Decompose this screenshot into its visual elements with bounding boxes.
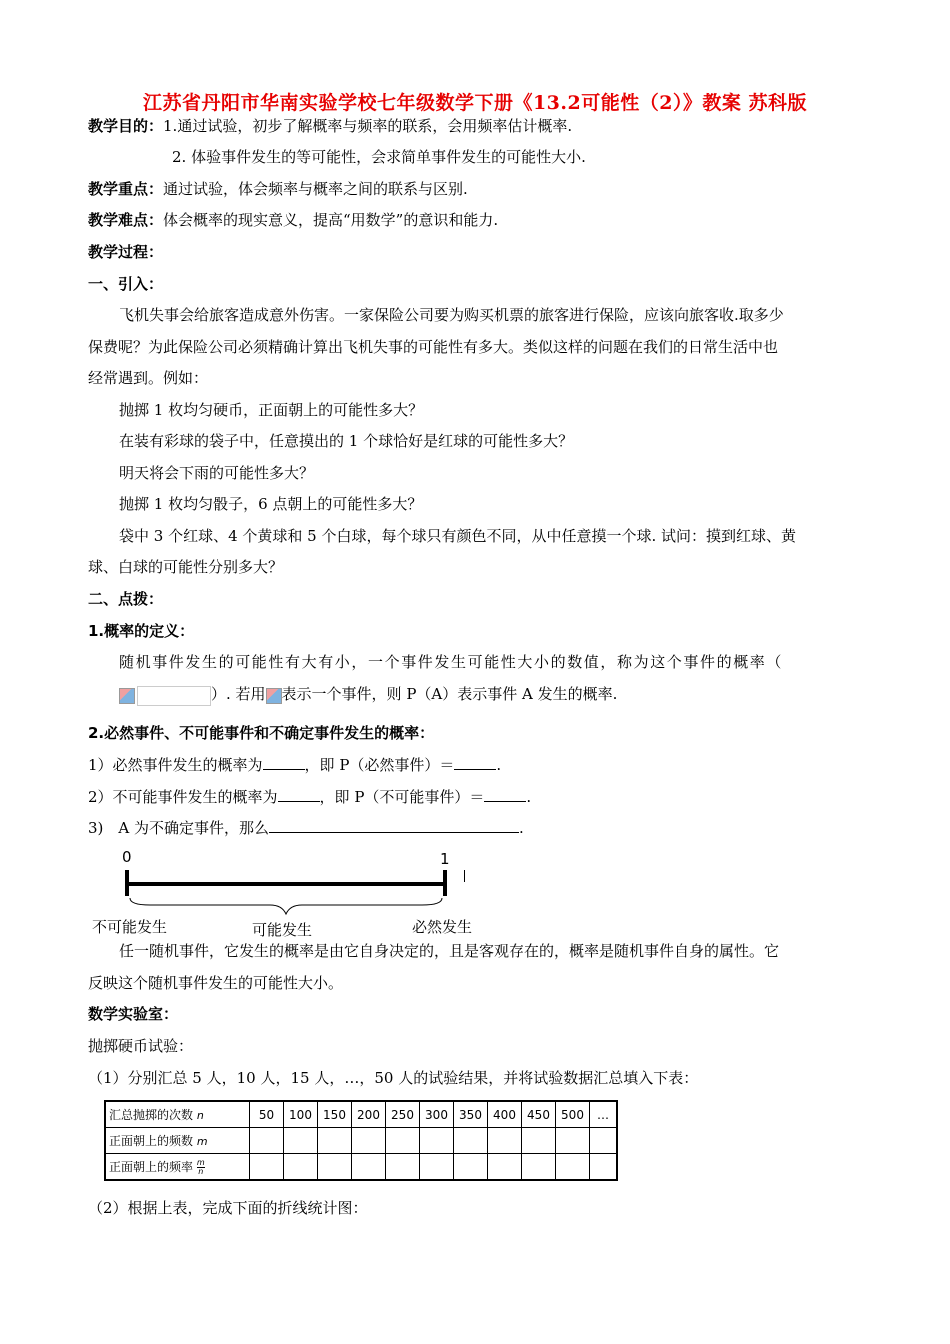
coin-toss-table <box>104 1100 618 1181</box>
table-cell[interactable] <box>284 1128 318 1154</box>
intro-paragraph-line3: 经常遇到。例如： <box>88 369 209 387</box>
objectives-line1 <box>88 116 572 136</box>
number-line-one: 1 <box>440 850 450 868</box>
lab-step-1: （1）分别汇总 5 人，10 人，15 人，…，50 人的试验结果，并将试验数据汇总填入下表： <box>88 1069 699 1087</box>
table-cell: 450 <box>522 1101 556 1128</box>
difficulty-text: 体会概率的现实意义，提高“用数学”的意识和能力. <box>163 211 499 229</box>
table-cell[interactable] <box>488 1128 522 1154</box>
table-cell[interactable] <box>386 1128 420 1154</box>
lab-subtitle: 抛掷硬币试验： <box>88 1037 194 1055</box>
question-1: 抛掷 1 枚均匀硬币，正面朝上的可能性多大？ <box>119 401 424 419</box>
key-point-line <box>88 179 468 199</box>
impossible-event-text-2: ，即 P（不可能事件）＝ <box>319 788 485 806</box>
note-line1: 任一随机事件，它发生的概率是由它自身决定的，且是客观存在的，概率是随机事件自身的属性。它 <box>119 942 780 960</box>
impossible-event-period: . <box>526 788 532 806</box>
table-cell: 400 <box>488 1101 522 1128</box>
table-cell: 300 <box>420 1101 454 1128</box>
certain-event-period: . <box>496 756 502 774</box>
table-row-header: 正面朝上的频数 m <box>105 1128 250 1154</box>
difficulty-line <box>88 210 498 230</box>
definition-line1: 随机事件发生的可能性有大有小，一个事件发生可能性大小的数值，称为这个事件的概率（ <box>119 653 784 671</box>
table-cell[interactable] <box>420 1154 454 1181</box>
lab-step-2: （2）根据上表，完成下面的折线统计图： <box>88 1199 368 1217</box>
document-title: 江苏省丹阳市华南实验学校七年级数学下册《13.2可能性（2）》教案 苏科版 <box>142 92 808 114</box>
table-row <box>105 1154 617 1181</box>
impossible-event-blank-1[interactable] <box>278 787 320 802</box>
key-point-text: 通过试验，体会频率与概率之间的联系与区别. <box>163 180 468 198</box>
table-cell[interactable] <box>488 1154 522 1181</box>
table-cell[interactable] <box>352 1154 386 1181</box>
table-cell[interactable] <box>318 1154 352 1181</box>
certain-event-blank-1[interactable] <box>263 755 305 770</box>
number-line-zero: 0 <box>122 848 132 866</box>
table-cell[interactable] <box>318 1128 352 1154</box>
table-cell[interactable] <box>250 1128 284 1154</box>
table-cell[interactable] <box>522 1154 556 1181</box>
uncertain-event-text: 3) A 为不确定事件，那么 <box>88 819 269 837</box>
table-cell: 500 <box>556 1101 590 1128</box>
question-3: 明天将会下雨的可能性多大？ <box>119 464 315 482</box>
table-cell[interactable] <box>352 1128 386 1154</box>
frequency-fraction: $\frac{m}{n}$ <box>196 1157 205 1176</box>
probability-number-line <box>90 848 490 943</box>
table-row-header: 正面朝上的频率 $\frac{m}{n}$ <box>105 1154 250 1181</box>
probability-heading: 2.必然事件、不可能事件和不确定事件发生的概率： <box>88 724 435 742</box>
impossible-event-blank-2[interactable] <box>484 787 526 802</box>
objective-2: 2. 体验事件发生的等可能性，会求简单事件发生的可能性大小. <box>172 148 586 166</box>
table-cell: 350 <box>454 1101 488 1128</box>
table-cell[interactable] <box>522 1128 556 1154</box>
definition-line2 <box>119 684 617 706</box>
table-cell[interactable] <box>590 1128 618 1154</box>
table-cell: … <box>590 1101 618 1128</box>
lab-heading: 数学实验室： <box>88 1005 179 1023</box>
table-cell[interactable] <box>420 1128 454 1154</box>
table-row-header: 汇总抛掷的次数 n <box>105 1101 250 1128</box>
certain-event-text: 1）必然事件发生的概率为 <box>88 756 263 774</box>
question-5-line1: 袋中 3 个红球、4 个黄球和 5 个白球，每个球只有颜色不同，从中任意摸一个球. 试问：摸到红球、黄 <box>119 527 797 545</box>
definition-line2-part2: 表示一个事件，则 P（A）表示事件 A 发生的概率. <box>281 685 618 703</box>
table-cell: 200 <box>352 1101 386 1128</box>
intro-heading: 一、引入： <box>88 275 164 293</box>
impossible-label: 不可能发生 <box>92 918 168 936</box>
broken-image-icon <box>119 685 211 706</box>
question-2: 在装有彩球的袋子中，任意摸出的 1 个球恰好是红球的可能性多大？ <box>119 432 574 450</box>
guide-heading: 二、点拨： <box>88 590 164 608</box>
table-cell: 50 <box>250 1101 284 1128</box>
table-row <box>105 1128 617 1154</box>
intro-paragraph-line2: 保费呢？为此保险公司必须精确计算出飞机失事的可能性有多大。类似这样的问题在我们的日常生活中也 <box>88 338 779 356</box>
objectives-label: 教学目的： <box>88 117 164 135</box>
table-cell: 250 <box>386 1101 420 1128</box>
definition-line2-part1: ）. 若用 <box>211 685 266 703</box>
definition-heading: 1.概率的定义： <box>88 622 195 640</box>
table-cell[interactable] <box>454 1154 488 1181</box>
intro-paragraph-line1: 飞机失事会给旅客造成意外伤害。一家保险公司要为购买机票的旅客进行保险，应该向旅客收.取多少 <box>119 306 784 324</box>
table-cell[interactable] <box>284 1154 318 1181</box>
table-cell[interactable] <box>556 1128 590 1154</box>
process-heading: 教学过程： <box>88 243 164 261</box>
table-cell: 100 <box>284 1101 318 1128</box>
key-point-label: 教学重点： <box>88 180 164 198</box>
table-cell[interactable] <box>556 1154 590 1181</box>
certain-event-text-2: ，即 P（必然事件）＝ <box>304 756 455 774</box>
certain-label: 必然发生 <box>412 918 473 936</box>
possible-label: 可能发生 <box>252 921 313 939</box>
table-cell: 150 <box>318 1101 352 1128</box>
uncertain-event-period: . <box>519 819 524 837</box>
table-cell[interactable] <box>454 1128 488 1154</box>
broken-image-icon-2 <box>266 685 282 705</box>
impossible-event-line <box>88 787 531 807</box>
question-4: 抛掷 1 枚均匀骰子，6 点朝上的可能性多大？ <box>119 495 423 513</box>
uncertain-event-blank[interactable] <box>269 818 519 833</box>
uncertain-event-line <box>88 818 524 838</box>
certain-event-blank-2[interactable] <box>454 755 496 770</box>
table-cell[interactable] <box>590 1154 618 1181</box>
objective-1: 1.通过试验，初步了解概率与频率的联系，会用频率估计概率. <box>163 117 573 135</box>
table-row <box>105 1101 617 1128</box>
certain-event-line <box>88 755 501 775</box>
question-5-line2: 球、白球的可能性分别多大？ <box>88 558 284 576</box>
impossible-event-text: 2）不可能事件发生的概率为 <box>88 788 278 806</box>
table-cell[interactable] <box>250 1154 284 1181</box>
difficulty-label: 教学难点： <box>88 211 164 229</box>
note-line2: 反映这个随机事件发生的可能性大小。 <box>88 974 344 992</box>
table-cell[interactable] <box>386 1154 420 1181</box>
